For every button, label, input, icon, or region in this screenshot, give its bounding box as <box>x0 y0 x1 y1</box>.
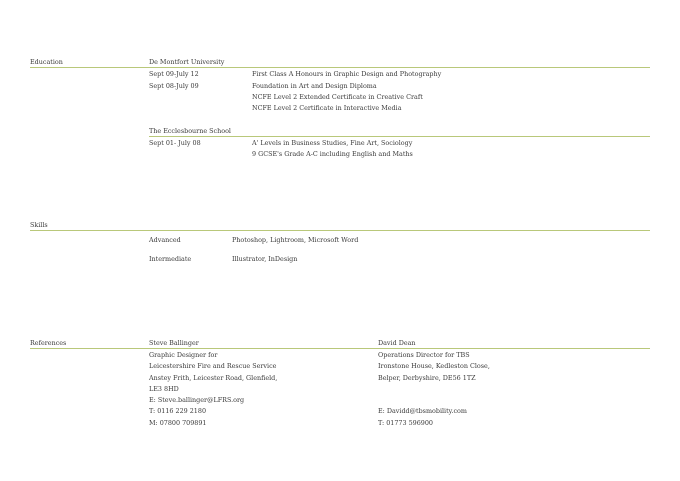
education-detail: NCFE Level 2 Extended Certificate in Creative Craft <box>252 93 423 101</box>
skill-level: Intermediate <box>149 255 192 263</box>
education-detail: 9 GCSE's Grade A-C including English and Maths <box>252 150 413 158</box>
skills-divider <box>30 230 650 231</box>
education-detail: NCFE Level 2 Certificate in Interactive Media <box>252 104 402 112</box>
institution-name: De Montfort University <box>149 58 225 66</box>
education-date: Sept 01- July 08 <box>149 139 201 147</box>
reference-line: LE3 8HD <box>149 385 179 393</box>
reference-line: Ironstone House, Kedleston Close, <box>378 362 490 370</box>
reference-line: Graphic Designer for <box>149 351 218 359</box>
education-date: Sept 09-July 12 <box>149 70 199 78</box>
education-divider <box>30 67 650 68</box>
reference-line: Belper, Derbyshire, DE56 1TZ <box>378 374 476 382</box>
skills-heading: Skills <box>30 221 48 229</box>
education-detail: Foundation in Art and Design Diploma <box>252 82 377 90</box>
reference-mobile: M: 07800 709891 <box>149 419 207 427</box>
education-detail: A' Levels in Business Studies, Fine Art, Sociology <box>252 139 413 147</box>
reference-email: E: Davidd@tbsmobility.com <box>378 407 467 415</box>
references-divider <box>30 348 650 349</box>
skill-tools: Photoshop, Lightroom, Microsoft Word <box>232 236 359 244</box>
education-detail: First Class A Honours in Graphic Design and Photography <box>252 70 442 78</box>
reference-line: Leicestershire Fire and Rescue Service <box>149 362 277 370</box>
reference-line: Anstey Frith, Leicester Road, Glenfield, <box>149 374 278 382</box>
reference-phone: T: 0116 229 2180 <box>149 407 207 415</box>
reference-email: E: Steve.ballinger@LFRS.org <box>149 396 245 404</box>
references-heading: References <box>30 339 67 347</box>
institution-divider <box>149 136 650 137</box>
education-date: Sept 08-July 09 <box>149 82 199 90</box>
reference-name: David Dean <box>378 339 416 347</box>
reference-phone: T: 01773 596900 <box>378 419 433 427</box>
skill-tools: Illustrator, InDesign <box>232 255 298 263</box>
education-heading: Education <box>30 58 63 66</box>
institution-name: The Ecclesbourne School <box>149 127 231 135</box>
skill-level: Advanced <box>149 236 181 244</box>
reference-line: Operations Director for TBS <box>378 351 470 359</box>
reference-name: Steve Ballinger <box>149 339 199 347</box>
